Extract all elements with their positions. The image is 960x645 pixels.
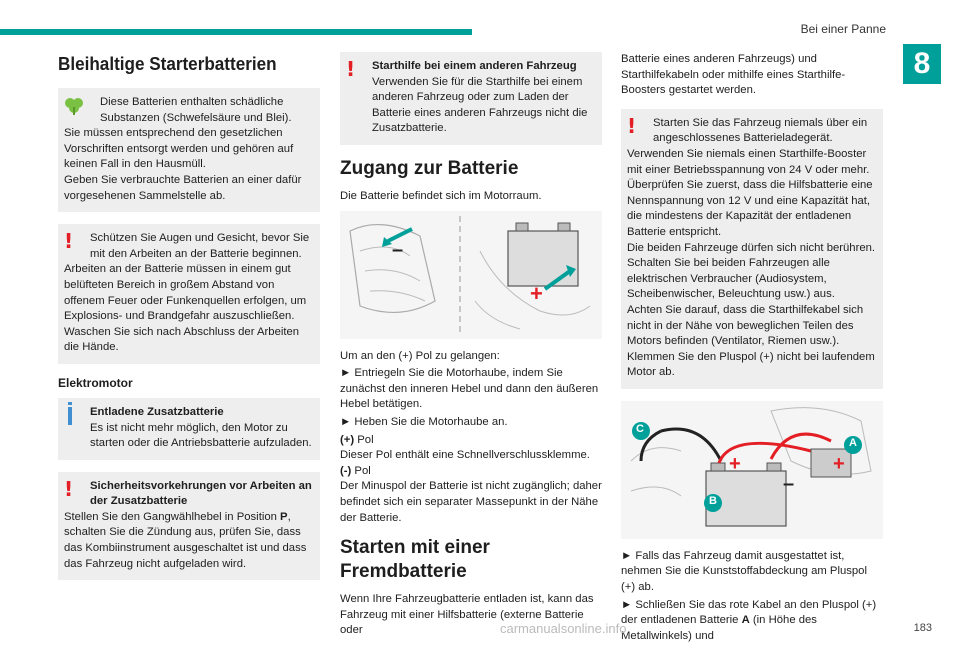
info-note [58,398,320,460]
page-number: 183 [913,622,932,634]
jump-start-intro: Wenn Ihre Fahrzeugbatterie entladen ist, kann das Fahrzeug mit einer Hilfsbatterie (externe Batterie oder [340,593,594,637]
info-title: Entladene Zusatzbatterie [90,405,224,418]
minus-pole-word: Pol [351,464,371,477]
minus-pole-text: Der Minuspol der Batterie ist nicht zugänglich; daher befindet sich ein separater Massepunkt in der Nähe der Batterie. [340,480,602,524]
warning-line-1: Schützen Sie Augen und Gesicht, bevor Sie mit den Arbeiten an der Batterie beginnen. [90,232,310,260]
warning-note-eyes [58,224,320,364]
section-title: Bei einer Panne [800,22,886,36]
environment-line-1: Diese Batterien enthalten schädliche Substanzen (Schwefelsäure und Blei). [100,96,292,124]
step-connect-red-cable-pre: ► Schließen Sie das rote Kabel an den Pluspol (+) der entladenen Batterie [621,598,877,627]
warning-icon: ! [346,57,356,81]
precautions-text-pre: Stellen Sie den Gangwählhebel in Position [64,510,281,523]
precautions-text-post: , schalten Sie die Zündung aus, prüfen Sie, dass das Kombiinstrument ausgeschaltet ist und dass das Fahrzeug nicht aufgeladen wird. [64,510,307,570]
safety-line-4: Die beiden Fahrzeuge dürfen sich nicht berühren. [627,241,876,254]
environment-line-3: Geben Sie verbrauchte Batterien an einer dafür vorgesehenen Sammelstelle ab. [64,173,302,202]
plus-pole-label [340,433,602,449]
minus-pole-symbol: (-) [340,464,352,477]
leaf-icon [64,97,84,115]
engine-bay-illustration [340,211,602,339]
figure-minus-1: – [783,472,795,495]
warning-icon: ! [64,229,74,254]
jump-start-illustration [621,401,883,539]
step-remove-cover: ► Falls das Fahrzeug damit ausgestattet ist, nehmen Sie die Kunststoffabdeckung am Pluspol (+) ab. [621,549,867,594]
step-connect-red-cable [621,598,883,645]
page-title: Bleihaltige Starterbatterien [58,54,277,74]
environment-line-2: Sie müssen entsprechend den gesetzlichen Vorschriften entsorgt werden und gehören auf keinen Fall in den Hausmüll. [64,127,294,171]
column-3 [621,52,883,644]
warning-line-2: Arbeiten an der Batterie müssen in einem gut belüfteten Bereich in großem Abstand von offenem Feuer oder Funkenquellen erfolgen, um Explosions- und Brandgefahr auszuschließen. [64,263,307,323]
column-2 [340,52,602,645]
warning-note-precautions [58,472,320,581]
info-icon [68,407,72,425]
environment-note [58,88,320,212]
figure-plus-1: + [729,452,741,475]
jumpstart-text: Verwenden Sie für die Starthilfe bei einem anderen Fahrzeug oder zum Laden der Batterie eines anderen Fahrzeugs nicht die Zusatzbatterie. [372,75,588,135]
jumpstart-title: Starthilfe bei einem anderen Fahrzeug [372,60,577,72]
subtitle-electric-motor: Elektromotor [58,375,133,390]
chapter-number: 8 [903,44,941,84]
plus-pole-symbol: (+) [340,433,355,446]
safety-line-5: Schalten Sie bei beiden Fahrzeugen alle elektrischen Verbraucher (Audiosystem, Scheibenwischer, Beleuchtung usw.) aus. [627,257,835,301]
battery-location-text: Die Batterie befindet sich im Motorraum. [340,189,542,202]
figure-minus-label: – [392,238,404,261]
warning-note-jumpstart [340,52,602,145]
precautions-title: Sicherheitsvorkehrungen vor Arbeiten an der Zusatzbatterie [90,479,312,508]
warning-icon: ! [627,113,637,138]
heading-jump-start: Starten mit einer Fremdbatterie [340,537,490,583]
info-text: Es ist nicht mehr möglich, den Motor zu starten oder die Antriebsbatterie aufzuladen. [90,421,312,450]
header-accent-bar [0,29,472,35]
safety-line-7: Klemmen Sie den Pluspol (+) nicht bei laufendem Motor ab. [627,350,875,379]
safety-line-6: Achten Sie darauf, dass die Starthilfekabel sich nicht in der Nähe von beweglichen Teilen des Motors befinden (Ventilator, Riemen usw.). [627,303,864,348]
minus-pole-label [340,464,602,480]
safety-line-3: Überprüfen Sie zuerst, dass die Hilfsbatterie eine Nennspannung von 12 V und eine Kapazität hat, die mindestens der Kapazität der entladenen Batterie entspricht. [627,179,873,238]
step-connect-red-cable-post: (in Höhe des Metallwinkels) und [621,614,817,642]
safety-line-2: Verwenden Sie niemals einen Starthilfe-Booster mit einer Betriebsspannung von 24 V oder mehr. [627,147,870,176]
precautions-text-bold: P [280,510,288,523]
watermark: carmanualsonline.info [500,621,627,636]
engine-bay-drawing [340,211,602,339]
step-raise-hood: ► Heben Sie die Motorhaube an. [340,415,508,428]
warning-icon: ! [64,476,74,501]
figure-plus-label: + [530,280,543,306]
safety-line-1: Starten Sie das Fahrzeug niemals über ein angeschlossenes Batterieladegerät. [653,116,868,145]
heading-battery-access: Zugang zur Batterie [340,157,519,179]
jump-start-intro-cont: Batterie eines anderen Fahrzeugs) und Starthilfekabeln oder mithilfe eines Starthilfe-Boosters gestartet werden. [621,53,846,97]
plus-pole-word: Pol [354,433,374,446]
label-a: A [849,436,857,449]
step-connect-red-cable-bold: A [741,614,750,627]
label-b: B [709,494,717,507]
warning-line-3: Waschen Sie sich nach Abschluss der Arbeiten die Hände. [64,325,300,354]
step-unlock-hood: ► Entriegeln Sie die Motorhaube, indem Sie zunächst den inneren Hebel und dann den äußeren Hebel betätigen. [340,367,599,411]
figure-plus-2: + [833,452,845,475]
label-c: C [636,422,644,435]
warning-note-jumpstart-safety [621,109,883,389]
plus-pole-text: Dieser Pol enthält eine Schnellverschlussklemme. [340,449,590,462]
precautions-text [64,510,314,572]
column-1 [58,52,320,592]
plus-access-intro: Um an den (+) Pol zu gelangen: [340,349,500,362]
